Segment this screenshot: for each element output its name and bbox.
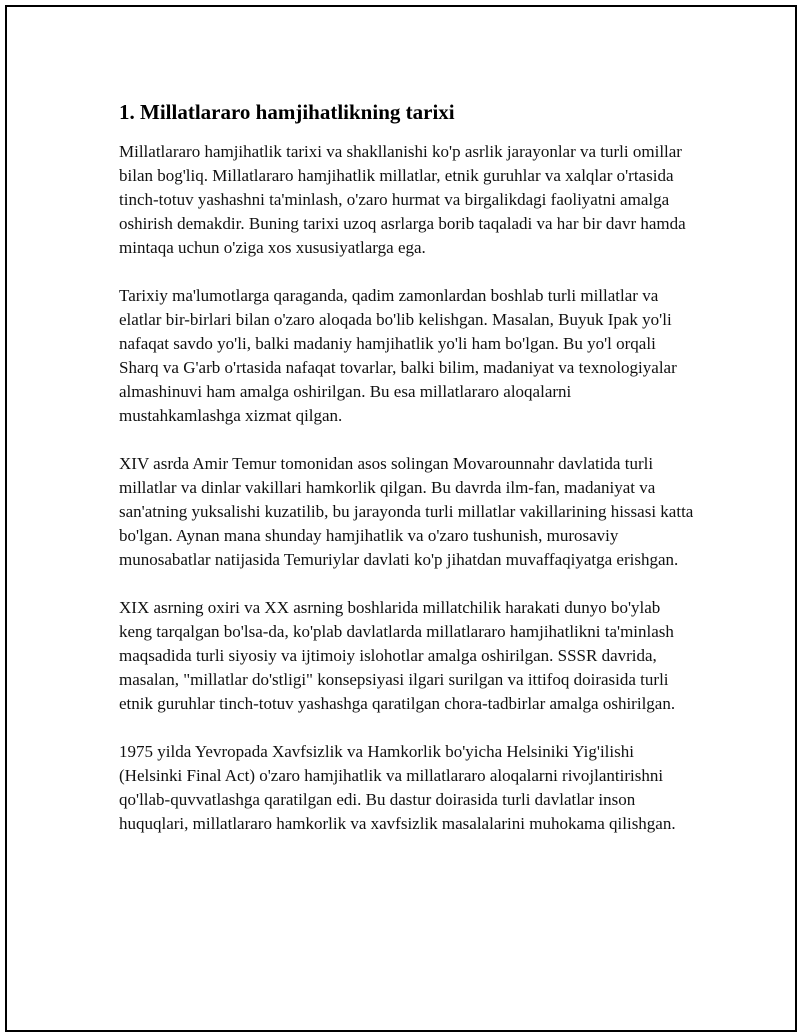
paragraph-4: XIX asrning oxiri va XX asrning boshlarida millatchilik harakati dunyo bo'ylab keng tarqalgan bo'lsa-da, ko'plab davlatlarda millatlararo hamjihatlikni ta'minlash maqsadida turli siyosiy va ijtimoiy islohotlar amalga oshirilgan. SSSR davrida, masalan, "millatlar do'stligi" konsepsiyasi ilgari surilgan va ittifoq doirasida turli etnik guruhlar tinch-totuv yashashga qaratilgan chora-tadbirlar amalga oshirilgan. (119, 598, 676, 713)
paragraph-2: Tarixiy ma'lumotlarga qaraganda, qadim zamonlardan boshlab turli millatlar va elatlar bir-birlari bilan o'zaro aloqada bo'lib kelishgan. Masalan, Buyuk Ipak yo'li nafaqat savdo yo'li, balki madaniy hamjihatlik yo'li ham bo'lgan. Bu yo'l orqali Sharq va G'arb o'rtasida nafaqat tovarlar, balki bilim, madaniyat va texnologiyalar almashinuvi ham amalga oshirilgan. Bu esa millatlararo aloqalarni mustahkamlashga xizmat qilgan. (119, 286, 677, 425)
document-body (119, 98, 697, 860)
section-title: 1. Millatlararo hamjihatlikning tarixi (119, 100, 455, 124)
paragraph-1: Millatlararo hamjihatlik tarixi va shakllanishi ko'p asrlik jarayonlar va turli omillar bilan bog'liq. Millatlararo hamjihatlik millatlar, etnik guruhlar va xalqlar o'rtasida tinch-totuv yashashni ta'minlash, o'zaro hurmat va birgalikdagi faoliyatni amalga oshirish demakdir. Buning tarixi uzoq asrlarga borib taqaladi va har bir davr hamda mintaqa uchun o'ziga xos xususiyatlarga ega. (119, 142, 686, 257)
paragraph-3: XIV asrda Amir Temur tomonidan asos solingan Movarounnahr davlatida turli millatlar va dinlar vakillari hamkorlik qilgan. Bu davrda ilm-fan, madaniyat va san'atning yuksalishi kuzatilib, bu jarayonda turli millatlar vakillarining hissasi katta bo'lgan. Aynan mana shunday hamjihatlik va o'zaro tushunish, murosaviy munosabatlar natijasida Temuriylar davlati ko'p jihatdan muvaffaqiyatga erishgan. (119, 454, 694, 569)
paragraph-5: 1975 yilda Yevropada Xavfsizlik va Hamkorlik bo'yicha Helsiniki Yig'ilishi (Helsinki Final Act) o'zaro hamjihatlik va millatlararo aloqalarni rivojlantirishni qo'llab-quvvatlashga qaratilgan edi. Bu dastur doirasida turli davlatlar inson huquqlari, millatlararo hamkorlik va xavfsizlik masalalarini muhokama qilishgan. (119, 742, 676, 833)
page-frame (5, 5, 797, 1032)
